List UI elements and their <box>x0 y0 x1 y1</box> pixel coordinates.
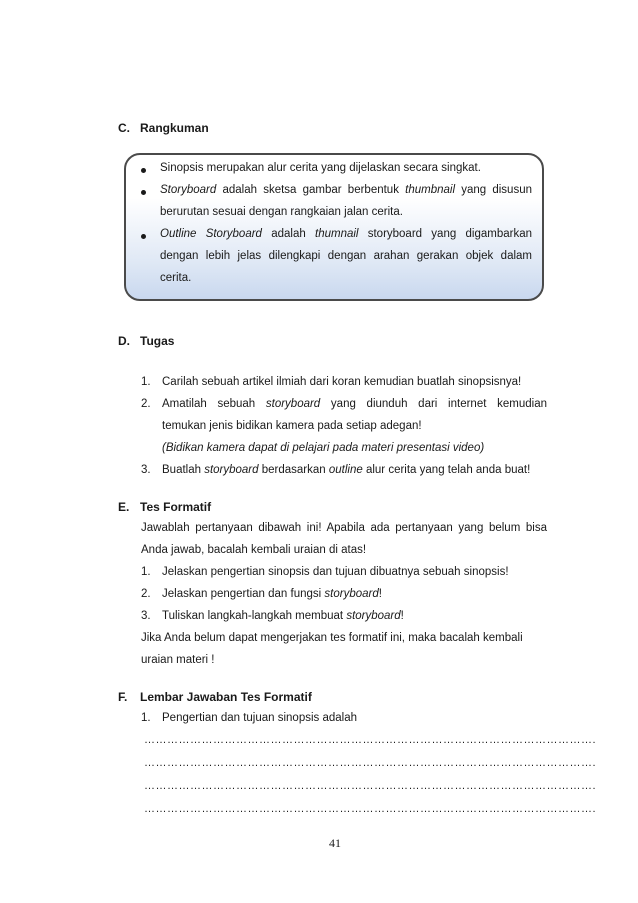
section-e-letter: E. <box>118 500 130 514</box>
summary-bullet-1: Sinopsis merupakan alur cerita yang dijelaskan secara singkat. <box>160 162 481 174</box>
term-storyboard: storyboard <box>346 610 401 622</box>
answer-line-1[interactable]: ………………………………………………………………………………………………………. <box>144 734 597 746</box>
summary-bullet-2: Storyboard adalah sketsa gambar berbentuk thumbnail yang disusun <box>160 184 532 196</box>
answer-line-2[interactable]: ………………………………………………………………………………………………………. <box>144 757 597 769</box>
term-storyboard: storyboard <box>204 464 259 476</box>
tugas-item-2: Amatilah sebuah storyboard yang diunduh dari internet kemudian <box>162 398 547 410</box>
tes-outro-line-1: Jika Anda belum dapat mengerjakan tes formatif ini, maka bacalah kembali <box>141 632 523 644</box>
term-storyboard: Storyboard <box>160 184 217 196</box>
lembar-item-1: Pengertian dan tujuan sinopsis adalah <box>162 712 358 724</box>
tes-num-2: 2. <box>141 588 151 600</box>
tes-question-1: Jelaskan pengertian sinopsis dan tujuan dibuatnya sebuah sinopsis! <box>162 566 509 578</box>
tugas-num-2: 2. <box>141 398 151 410</box>
tugas-item-1: Carilah sebuah artikel ilmiah dari koran kemudian buatlah sinopsisnya! <box>162 376 522 388</box>
tugas-num-1: 1. <box>141 376 151 388</box>
section-f-title: Lembar Jawaban Tes Formatif <box>140 690 312 704</box>
tes-outro-line-2: uraian materi ! <box>141 654 215 666</box>
term-thumnail: thumnail <box>315 228 359 240</box>
term-storyboard: storyboard <box>265 398 321 410</box>
answer-line-3[interactable]: ………………………………………………………………………………………………………. <box>144 780 597 792</box>
bullet-icon <box>141 234 146 239</box>
lembar-num-1: 1. <box>141 712 151 724</box>
tugas-item-2-cont: temukan jenis bidikan kamera pada setiap adegan! <box>162 420 422 432</box>
summary-bullet-3: Outline Storyboard adalah thumnail storyboard yang digambarkan <box>160 228 532 240</box>
tes-question-2: Jelaskan pengertian dan fungsi storyboard! <box>162 588 382 600</box>
section-c-title: Rangkuman <box>140 121 209 135</box>
page-number: 41 <box>329 836 341 850</box>
bullet-icon <box>141 168 146 173</box>
summary-bullet-3-end: cerita. <box>160 272 192 284</box>
section-c-letter: C. <box>118 121 130 135</box>
section-f-letter: F. <box>118 690 128 704</box>
term-outline-storyboard: Outline Storyboard <box>160 228 262 240</box>
tugas-num-3: 3. <box>141 464 151 476</box>
summary-bullet-3-cont: dengan lebih jelas dilengkapi dengan arahan gerakan objek dalam <box>160 250 532 262</box>
tugas-item-2-note: (Bidikan kamera dapat di pelajari pada materi presentasi video) <box>162 442 485 454</box>
section-d-letter: D. <box>118 334 130 348</box>
term-outline: outline <box>328 464 363 476</box>
section-e-title: Tes Formatif <box>140 500 212 514</box>
tugas-item-3: Buatlah storyboard berdasarkan outline alur cerita yang telah anda buat! <box>162 464 531 476</box>
answer-line-4[interactable]: ………………………………………………………………………………………………………. <box>144 803 597 815</box>
tes-intro-line-2: Anda jawab, bacalah kembali uraian di atas! <box>141 544 367 556</box>
bullet-icon <box>141 190 146 195</box>
tes-intro-line-1: Jawablah pertanyaan dibawah ini! Apabila ada pertanyaan yang belum bisa <box>141 522 547 534</box>
term-thumbnail: thumbnail <box>405 184 456 196</box>
tes-num-3: 3. <box>141 610 151 622</box>
tes-num-1: 1. <box>141 566 151 578</box>
tes-question-3: Tuliskan langkah-langkah membuat storyboard! <box>162 610 404 622</box>
term-storyboard: storyboard <box>324 588 379 600</box>
section-d-title: Tugas <box>140 334 175 348</box>
summary-bullet-2-cont: berurutan sesuai dengan rangkaian jalan cerita. <box>160 206 403 218</box>
